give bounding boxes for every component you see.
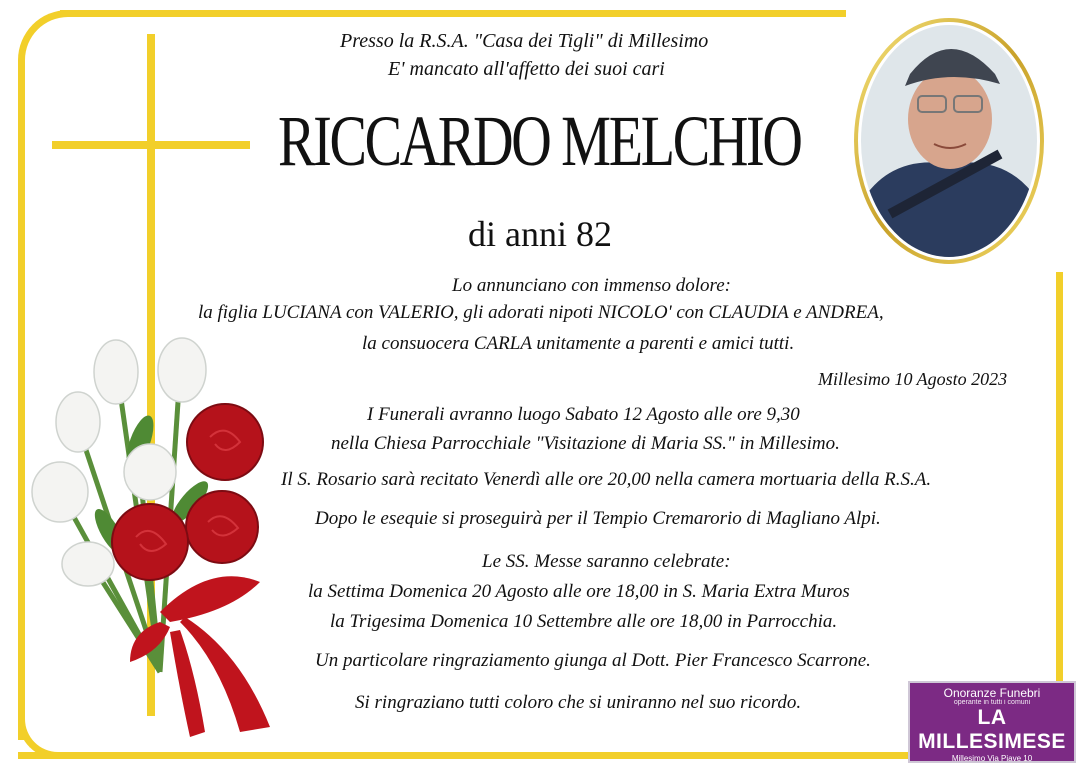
- frame-right-border: [1056, 272, 1063, 682]
- thanks-doctor: Un particolare ringraziamento giunga al Dott. Pier Francesco Scarrone.: [315, 650, 871, 671]
- agency-owners: Nadia e Flavio Martino: [951, 764, 1033, 773]
- frame-corner-top-left: [18, 10, 85, 97]
- portrait-photo: [850, 14, 1048, 268]
- after-service-line: Dopo le esequie si proseguirà per il Tempio Cremarorio di Magliano Alpi.: [315, 508, 881, 529]
- masses-intro: Le SS. Messe saranno celebrate:: [482, 551, 731, 572]
- frame-top-border: [60, 10, 846, 17]
- agency-line-1: Onoranze Funebri: [943, 686, 1041, 700]
- deceased-age: di anni 82: [468, 214, 612, 254]
- deceased-name: RICCARDO MELCHIO: [278, 101, 801, 181]
- mass-thirtieth: la Trigesima Domenica 10 Settembre alle ore 18,00 in Parrocchia.: [330, 611, 838, 632]
- funeral-line-1: I Funerali avranno luogo Sabato 12 Agosto alle ore 9,30: [367, 404, 800, 425]
- announcement-family-2: la consuocera CARLA unitamente a parenti e amici tutti.: [362, 333, 795, 354]
- agency-name: LA MILLESIMESE: [918, 706, 1066, 753]
- agency-line-2: operante in tutti i comuni: [953, 699, 1031, 706]
- agency-address: Millesimo Via Piave 10: [951, 754, 1033, 763]
- header-line-2: E' mancato all'affetto dei suoi cari: [388, 58, 665, 80]
- place-date: Millesimo 10 Agosto 2023: [818, 369, 1008, 389]
- cross-icon-horizontal: [52, 141, 250, 149]
- flower-bouquet-image: [20, 332, 290, 742]
- agency-phone: Tel. 338 2099781: [957, 774, 1027, 784]
- header-line-1: Presso la R.S.A. "Casa dei Tigli" di Millesimo: [340, 30, 709, 52]
- announcement-family-1: la figlia LUCIANA con VALERIO, gli adorati nipoti NICOLO' con CLAUDIA e ANDREA,: [198, 302, 884, 323]
- announcement-intro: Lo annunciano con immenso dolore:: [452, 275, 731, 296]
- thanks-all: Si ringraziano tutti coloro che si uniranno nel suo ricordo.: [355, 692, 802, 713]
- rosary-line: Il S. Rosario sarà recitato Venerdì alle ore 20,00 nella camera mortuaria della R.S.A.: [281, 469, 932, 490]
- frame-bottom-border: [18, 752, 908, 759]
- funeral-agency-badge: [908, 681, 1076, 784]
- funeral-line-2: nella Chiesa Parrocchiale "Visitazione di Maria SS." in Millesimo.: [331, 433, 840, 454]
- mass-seventh: la Settima Domenica 20 Agosto alle ore 18,00 in S. Maria Extra Muros: [308, 581, 850, 602]
